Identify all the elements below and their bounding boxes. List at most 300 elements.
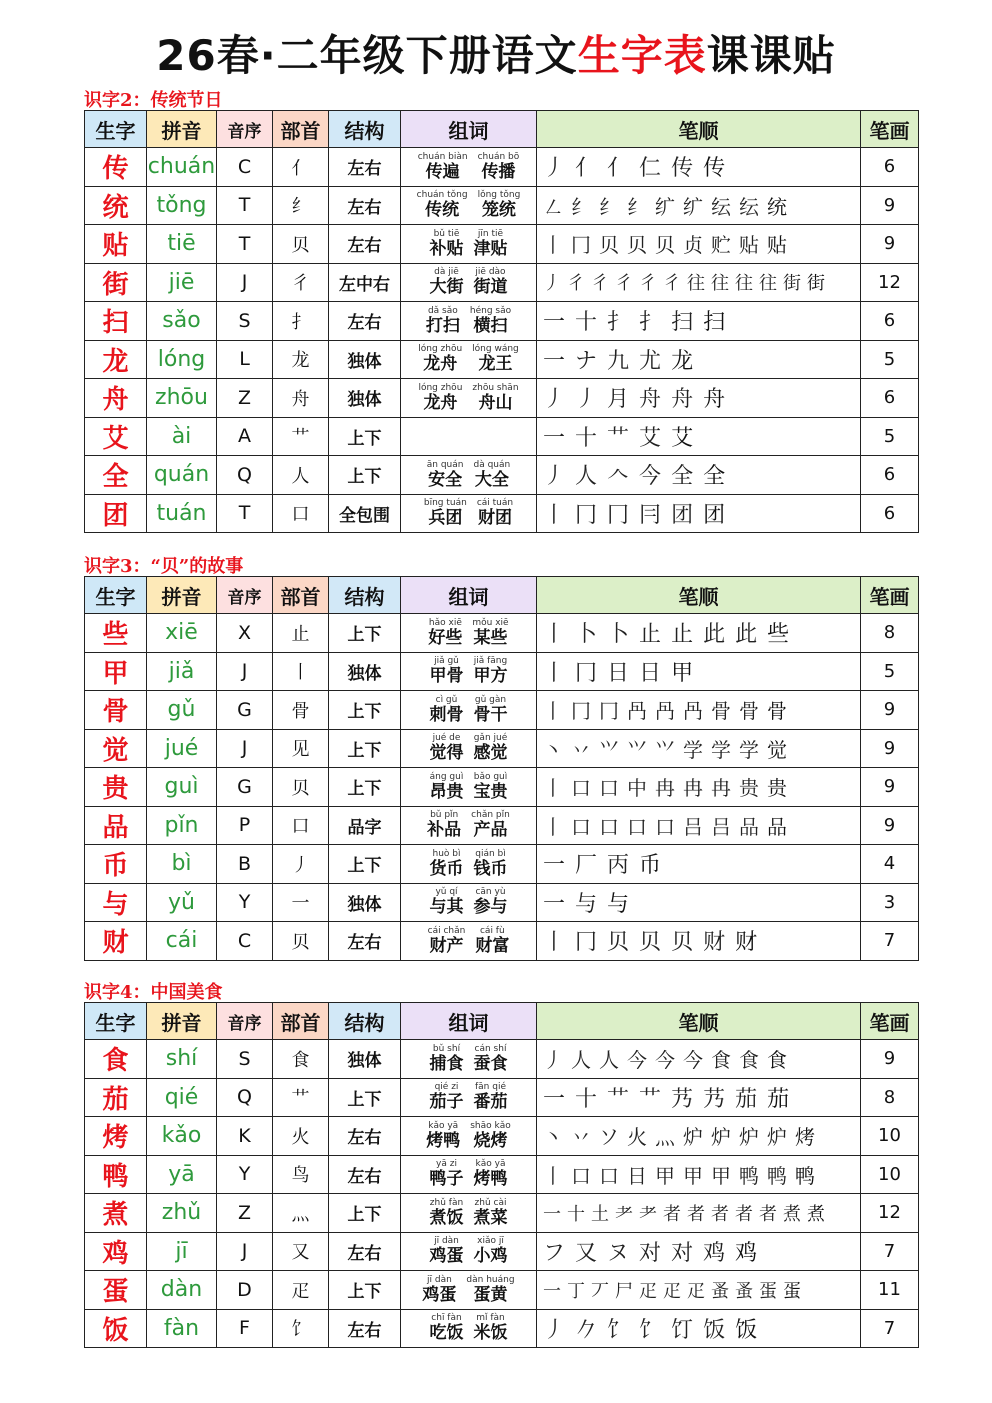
words-cell [401,148,537,187]
radical-cell: 食 [273,1040,329,1079]
stroke-step: 尸 [615,1280,633,1302]
header-count: 笔画 [861,1003,919,1040]
sequence-cell: C [217,148,273,187]
stroke-order-cell [537,1271,861,1310]
stroke-step: 丿 [543,273,561,295]
stroke-order-cell [537,263,861,302]
word-pair [401,1160,536,1188]
stroke-step: 纟 [599,194,619,219]
table-row [85,1155,919,1194]
word-item [430,850,464,878]
structure-cell: 独体 [329,1040,401,1079]
structure-cell: 上下 [329,1194,401,1233]
header-radical: 部首 [273,1003,329,1040]
stroke-step: 财 [703,930,726,956]
table-row [85,417,919,456]
word-chars: 龙舟 [423,392,458,413]
word-chars: 捕食 [429,1053,464,1074]
words-cell [401,340,537,379]
word-pinyin: zhǔ fàn [429,1197,464,1208]
word-pinyin: chǎn pǐn [471,810,510,821]
stroke-step: 饣 [607,1317,630,1343]
stroke-step: 贝 [627,233,647,258]
word-pinyin: kǎo yā [475,1159,506,1170]
sequence-cell: S [217,302,273,341]
stroke-step: 月 [607,387,630,413]
stroke-step: 丙 [607,853,630,879]
word-item [424,499,467,527]
table-row [85,883,919,922]
character-cell: 艾 [85,417,147,456]
pinyin-cell: bì [147,845,217,884]
header-count: 笔画 [861,111,919,148]
stroke-step: 日 [639,660,662,686]
word-pair [401,307,536,335]
stroke-step: 丷 [571,1125,591,1150]
stroke-step: 艾 [639,425,662,451]
stroke-step: 食 [767,1048,787,1073]
table-row [85,1117,919,1156]
stroke-order-cell [537,379,861,418]
word-chars: 津贴 [473,238,508,259]
stroke-step: 卜 [607,622,630,648]
stroke-step: 一 [543,1086,566,1112]
stroke-order-cell [537,691,861,730]
word-item [428,619,462,647]
stroke-step: 往 [735,273,753,295]
word-item [430,1314,464,1342]
word-pinyin: jī dàn [434,1236,459,1247]
structure-cell: 左右 [329,302,401,341]
stroke-step: 茄 [735,1086,758,1112]
word-pinyin: bǎo guì [473,771,508,782]
radical-cell: 饣 [273,1309,329,1348]
stroke-step: 丿 [543,464,566,490]
stroke-count-cell: 7 [861,1309,919,1348]
stroke-step: 彳 [663,273,681,295]
structure-cell: 上下 [329,729,401,768]
word-chars: 传播 [481,161,516,182]
word-chars: 参与 [473,897,508,918]
sequence-cell: Y [217,883,273,922]
word-pinyin: zhōu shān [472,382,519,393]
structure-cell: 上下 [329,768,401,807]
word-pinyin: huò bì [432,848,461,859]
stroke-step: 冃 [639,502,662,528]
word-chars: 财团 [477,508,512,529]
stroke-step: 甲 [671,660,694,686]
stroke-step: 烤 [795,1125,815,1150]
header-char: 生字 [85,1003,147,1040]
table-row [85,1271,919,1310]
stroke-step: 与 [575,891,598,917]
table-row [85,1078,919,1117]
stroke-step: 贝 [599,233,619,258]
stroke-step: 冂 [575,930,598,956]
stroke-count-cell: 5 [861,340,919,379]
word-chars: 吃饭 [429,1323,464,1344]
stroke-step: 甲 [711,1163,731,1188]
sequence-cell: A [217,417,273,456]
word-item [473,461,510,489]
word-chars: 横扫 [473,315,508,336]
character-cell: 茄 [85,1078,147,1117]
table-row [85,614,919,653]
pinyin-cell: tǒng [147,186,217,225]
character-cell: 舟 [85,379,147,418]
sequence-cell: Q [217,1078,273,1117]
structure-cell: 左右 [329,148,401,187]
stroke-step: 贵 [739,776,759,801]
structure-cell: 上下 [329,456,401,495]
word-chars: 烧烤 [473,1130,508,1151]
stroke-order-cell [537,1117,861,1156]
stroke-step: 人 [575,464,598,490]
word-pinyin: fān qié [475,1082,506,1093]
word-item [478,191,521,219]
stroke-step: 丿 [543,1048,563,1073]
pinyin-cell: fàn [147,1309,217,1348]
stroke-step: 一 [543,1280,561,1302]
word-item [430,696,464,724]
radical-cell: 灬 [273,1194,329,1233]
word-chars: 兵团 [428,508,463,529]
stroke-step: 吕 [683,814,703,839]
stroke-count-cell: 7 [861,1232,919,1271]
stroke-step: 丶 [543,1125,563,1150]
stroke-count-cell: 10 [861,1117,919,1156]
word-item [474,696,508,724]
word-item [428,927,466,955]
stroke-order-cell [537,1232,861,1271]
radical-cell: 口 [273,494,329,533]
word-chars: 产品 [473,820,508,841]
stroke-step: ⺍ [655,737,675,762]
structure-cell: 左右 [329,922,401,961]
word-item [430,230,464,258]
stroke-step: 一 [543,425,566,451]
word-pinyin: qián bì [475,848,506,859]
stroke-step: 丿 [543,387,566,413]
word-item [430,1160,464,1188]
header-strokes: 笔顺 [537,577,861,614]
stroke-step: 卜 [575,622,598,648]
stroke-step: 冎 [655,699,675,724]
word-pinyin: lóng zhōu [418,344,463,355]
sequence-cell: B [217,845,273,884]
word-item [427,811,461,839]
stroke-step: 财 [735,930,758,956]
stroke-step: 扫 [703,310,726,336]
stroke-count-cell: 4 [861,845,919,884]
pinyin-cell: jī [147,1232,217,1271]
word-pair [401,696,536,724]
stroke-step: ⺍ [599,737,619,762]
stroke-step: 纭 [739,194,759,219]
radical-cell: 口 [273,806,329,845]
stroke-step: 彳 [591,273,609,295]
word-item [474,268,508,296]
pinyin-cell: quán [147,456,217,495]
word-item [427,461,464,489]
stroke-count-cell: 11 [861,1271,919,1310]
character-cell: 街 [85,263,147,302]
stroke-count-cell: 9 [861,729,919,768]
word-chars: 街道 [473,277,508,298]
stroke-step: 骨 [767,699,787,724]
pinyin-cell: jiǎ [147,652,217,691]
word-item [430,1237,464,1265]
word-item [474,773,508,801]
word-chars: 好些 [428,627,463,648]
stroke-count-cell: 6 [861,302,919,341]
stroke-step: 对 [671,1240,694,1266]
stroke-step: 冉 [655,776,675,801]
stroke-count-cell: 7 [861,922,919,961]
header-char: 生字 [85,111,147,148]
sequence-cell: X [217,614,273,653]
radical-cell: 扌 [273,302,329,341]
radical-cell: 龙 [273,340,329,379]
stroke-count-cell: 12 [861,263,919,302]
radical-cell: 艹 [273,417,329,456]
radical-cell: 贝 [273,225,329,264]
table-row [85,1040,919,1079]
word-item [430,268,464,296]
stroke-step: 蚤 [711,1280,729,1302]
pinyin-cell: ài [147,417,217,456]
pinyin-cell: tiē [147,225,217,264]
word-chars: 米饭 [473,1323,508,1344]
structure-cell: 左右 [329,225,401,264]
word-pair [401,1045,536,1073]
sequence-cell: J [217,263,273,302]
stroke-step: 冎 [683,699,703,724]
stroke-step: 纩 [655,194,675,219]
header-strokes: 笔顺 [537,1003,861,1040]
stroke-order-cell [537,652,861,691]
stroke-step: 蚤 [735,1280,753,1302]
radical-cell: 止 [273,614,329,653]
header-pinyin: 拼音 [147,111,217,148]
stroke-order-cell [537,456,861,495]
radical-cell: 亻 [273,148,329,187]
sequence-cell: C [217,922,273,961]
structure-cell: 全包围 [329,494,401,533]
stroke-step: 饤 [671,1317,694,1343]
sequence-cell: J [217,729,273,768]
word-pinyin: cì gǔ [435,694,458,705]
stroke-step: 纩 [683,194,703,219]
stroke-count-cell: 9 [861,186,919,225]
table-row [85,729,919,768]
word-pair [401,657,536,685]
character-cell: 觉 [85,729,147,768]
character-table [84,576,919,961]
table-row [85,456,919,495]
word-chars: 补贴 [429,238,464,259]
stroke-step: 统 [767,194,787,219]
sequence-cell: G [217,768,273,807]
stroke-order-cell [537,1078,861,1117]
word-chars: 舟山 [478,392,513,413]
structure-cell: 上下 [329,845,401,884]
header-seq: 音序 [217,1003,273,1040]
words-cell [401,614,537,653]
word-pair [401,850,536,878]
pinyin-cell: lóng [147,340,217,379]
character-cell: 食 [85,1040,147,1079]
stroke-step: 艹 [607,1086,630,1112]
stroke-count-cell: 9 [861,1040,919,1079]
word-chars: 龙王 [478,354,513,375]
stroke-order-cell [537,729,861,768]
word-item [474,850,508,878]
word-chars: 财产 [429,935,464,956]
stroke-step: 亻 [607,156,630,182]
character-cell: 饭 [85,1309,147,1348]
pinyin-cell: sǎo [147,302,217,341]
word-item [430,1083,464,1111]
word-pair [401,230,536,258]
header-radical: 部首 [273,577,329,614]
header-structure: 结构 [329,1003,401,1040]
pinyin-cell: chuán [147,148,217,187]
word-pinyin: bīng tuán [423,498,467,509]
stroke-step: 扫 [671,310,694,336]
word-chars: 小鸡 [473,1246,508,1267]
stroke-step: 全 [703,464,726,490]
word-pinyin: ān quán [426,459,464,470]
structure-cell: 独体 [329,340,401,379]
words-cell [401,768,537,807]
radical-cell: 纟 [273,186,329,225]
word-pair [401,153,536,181]
stroke-step: 丿 [575,387,598,413]
word-chars: 龙舟 [423,354,458,375]
word-pinyin: yā zi [436,1159,457,1170]
pinyin-cell: zhōu [147,379,217,418]
stroke-step: 今 [639,464,662,490]
word-chars: 财富 [475,935,510,956]
character-cell: 财 [85,922,147,961]
word-item [474,1199,508,1227]
word-item [417,191,468,219]
stroke-step: 丨 [543,814,563,839]
character-cell: 与 [85,883,147,922]
stroke-step: 此 [703,622,726,648]
word-pinyin: cān yù [475,887,506,898]
structure-cell: 左右 [329,1155,401,1194]
stroke-step: 吕 [711,814,731,839]
stroke-step: 日 [627,1163,647,1188]
word-pinyin: mǒu xiē [472,617,509,628]
stroke-step: 食 [739,1048,759,1073]
stroke-step: 疋 [663,1280,681,1302]
word-item [418,384,462,412]
word-pinyin: chuán biàn [417,151,468,162]
stroke-count-cell: 5 [861,652,919,691]
stroke-step: 甲 [683,1163,703,1188]
stroke-count-cell: 9 [861,806,919,845]
table-row [85,652,919,691]
stroke-count-cell: 8 [861,614,919,653]
word-item [426,1122,460,1150]
character-cell: 传 [85,148,147,187]
stroke-step: 中 [627,776,647,801]
stroke-step: 纭 [711,194,731,219]
header-structure: 结构 [329,111,401,148]
structure-cell: 上下 [329,614,401,653]
stroke-step: 一 [543,1203,561,1225]
stroke-step: 丨 [543,622,566,648]
stroke-step: 口 [599,776,619,801]
stroke-step: 舟 [703,387,726,413]
pinyin-cell: jiē [147,263,217,302]
stroke-count-cell: 9 [861,225,919,264]
pinyin-cell: pǐn [147,806,217,845]
stroke-step: 今 [655,1048,675,1073]
stroke-step: 灬 [655,1125,675,1150]
word-pair [401,734,536,762]
radical-cell: 骨 [273,691,329,730]
word-pinyin: xiǎo jī [477,1236,504,1247]
sequence-cell: J [217,1232,273,1271]
stroke-step: 扌 [607,310,630,336]
words-cell [401,379,537,418]
table-row [85,302,919,341]
stroke-step: 一 [543,310,566,336]
word-pinyin: kǎo yā [428,1120,459,1131]
stroke-count-cell: 6 [861,494,919,533]
structure-cell: 上下 [329,1078,401,1117]
word-pinyin: áng guì [429,771,464,782]
stroke-order-cell [537,1040,861,1079]
radical-cell: 贝 [273,922,329,961]
word-item [472,345,519,373]
section-label: 识字4：中国美食 [84,982,223,1003]
header-seq: 音序 [217,577,273,614]
sequence-cell: Z [217,1194,273,1233]
stroke-step: 彳 [639,273,657,295]
stroke-count-cell: 9 [861,768,919,807]
word-chars: 安全 [428,469,463,490]
stroke-step: 舟 [671,387,694,413]
word-chars: 蚕食 [473,1053,508,1074]
stroke-count-cell: 12 [861,1194,919,1233]
word-pinyin: shāo kǎo [470,1120,511,1131]
stroke-step: 疋 [687,1280,705,1302]
stroke-step: 冂 [575,660,598,686]
stroke-step: 鸭 [739,1163,759,1188]
stroke-step: 口 [599,814,619,839]
header-pinyin: 拼音 [147,1003,217,1040]
word-chars: 煮饭 [429,1207,464,1228]
stroke-step: 十 [575,1086,598,1112]
table-row [85,379,919,418]
stroke-step: 舟 [639,387,662,413]
pinyin-cell: dàn [147,1271,217,1310]
stroke-step: 煮 [783,1203,801,1225]
stroke-step: 止 [671,622,694,648]
word-chars: 茄子 [429,1092,464,1113]
stroke-step: 学 [683,737,703,762]
stroke-step: 甲 [655,1163,675,1188]
character-cell: 统 [85,186,147,225]
words-cell [401,456,537,495]
word-chars: 感觉 [473,743,508,764]
table-row [85,225,919,264]
